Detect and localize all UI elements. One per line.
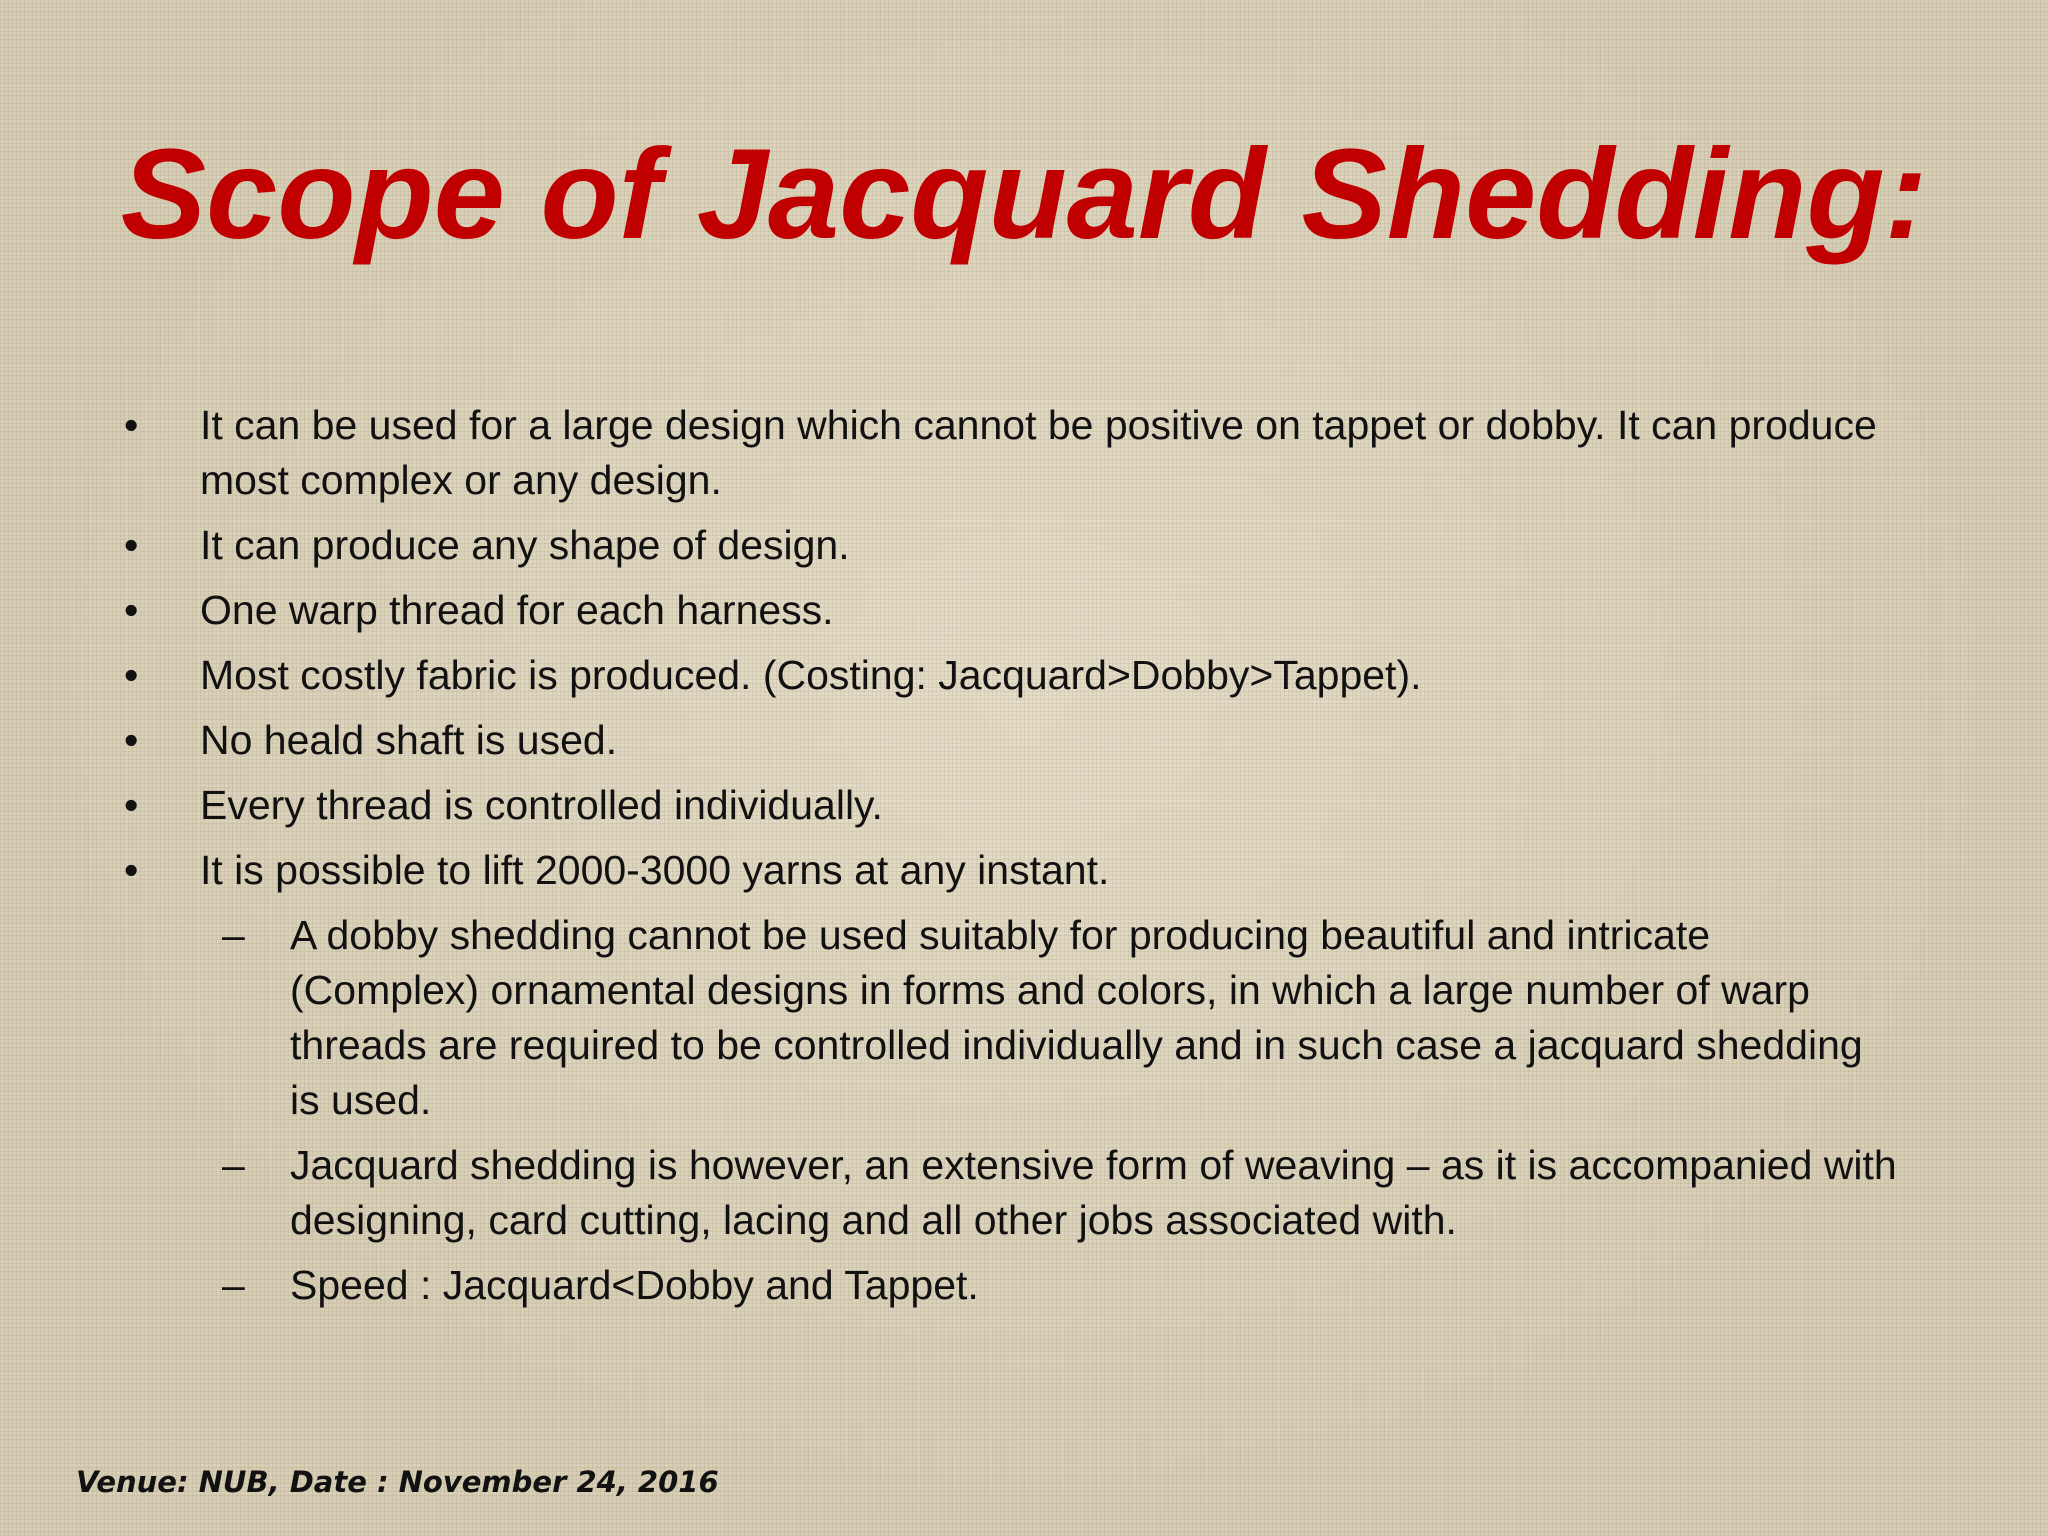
sub-bullet-text: Speed : Jacquard<Dobby and Tappet. <box>290 1262 979 1308</box>
sub-bullet-item <box>0 1138 2048 1248</box>
bullet-marker: • <box>124 847 139 893</box>
bullet-item <box>0 398 2048 508</box>
sub-bullet-marker: – <box>222 912 245 958</box>
slide-title: Scope of Jacquard Shedding: <box>120 123 1928 266</box>
bullet-marker: • <box>124 782 139 828</box>
bullet-item <box>0 843 2048 898</box>
bullet-marker: • <box>124 522 139 568</box>
bullet-text: Most costly fabric is produced. (Costing: Jacquard>Dobby>Tappet). <box>200 652 1422 698</box>
bullet-marker: • <box>124 652 139 698</box>
sub-bullet-text: A dobby shedding cannot be used suitably for producing beautiful and intricate (Complex) ornamental designs in forms and colors, in which a large number of warp threads are required to be controlled individually and in such case a jacquard shedding is used. <box>290 912 1863 1123</box>
sub-bullet-marker: – <box>222 1262 245 1308</box>
bullet-marker: • <box>124 587 139 633</box>
bullet-marker: • <box>124 402 139 448</box>
bullet-item <box>0 518 2048 573</box>
bullet-item <box>0 648 2048 703</box>
sub-bullet-text: Jacquard shedding is however, an extensive form of weaving – as it is accompanied with designing, card cutting, lacing and all other jobs associated with. <box>290 1142 1897 1243</box>
bullet-text: It can be used for a large design which cannot be positive on tappet or dobby. It can produce most complex or any design. <box>200 402 1877 503</box>
bullet-item <box>0 583 2048 638</box>
bullet-marker: • <box>124 717 139 763</box>
sub-bullet-marker: – <box>222 1142 245 1188</box>
bullet-text: It can produce any shape of design. <box>200 522 850 568</box>
bullet-text: Every thread is controlled individually. <box>200 782 883 828</box>
bullet-item <box>0 778 2048 833</box>
footer-venue-date: Venue: NUB, Date : November 24, 2016 <box>76 1465 719 1499</box>
bullet-item <box>0 713 2048 768</box>
bullet-text: No heald shaft is used. <box>200 717 618 763</box>
sub-bullet-item <box>0 1258 2048 1313</box>
sub-bullet-item <box>0 908 2048 1128</box>
bullet-text: One warp thread for each harness. <box>200 587 834 633</box>
bullet-text: It is possible to lift 2000-3000 yarns at any instant. <box>200 847 1110 893</box>
bullet-list <box>0 398 2048 1323</box>
